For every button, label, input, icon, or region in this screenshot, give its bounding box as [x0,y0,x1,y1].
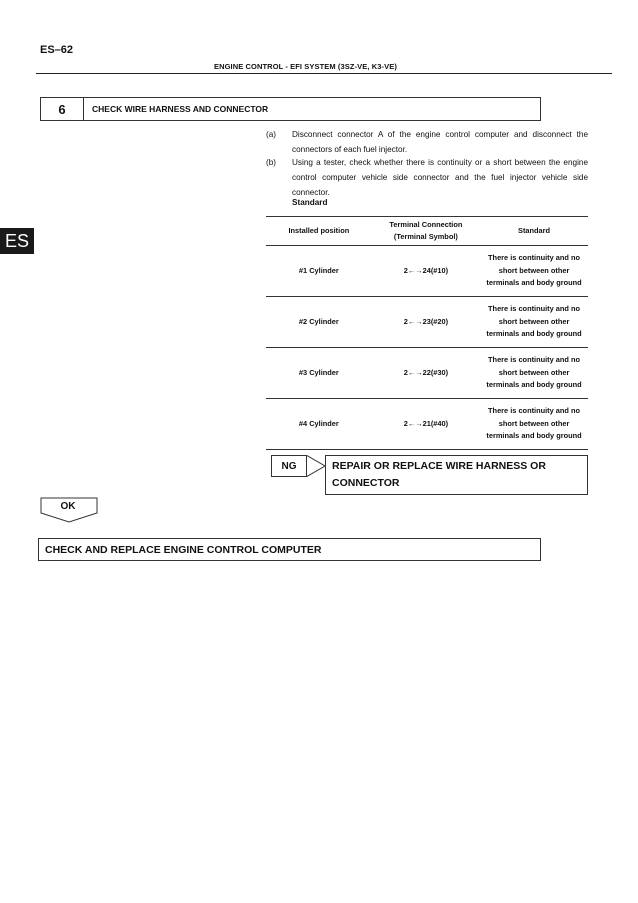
ng-arrow-icon [307,455,327,477]
column-header-standard: Standard [480,217,588,246]
cell-position: #2 Cylinder [266,297,372,348]
table-row [266,246,588,297]
cell-standard: There is continuity and no short between other terminals and body ground [480,297,588,348]
step-title: CHECK WIRE HARNESS AND CONNECTOR [92,104,269,114]
cell-terminal: 2←→24(#10) [372,246,480,297]
ok-result-label: OK [60,501,76,512]
cell-position: #1 Cylinder [266,246,372,297]
ok-action-box: CHECK AND REPLACE ENGINE CONTROL COMPUTER [38,538,541,561]
cell-standard: There is continuity and no short between other terminals and body ground [480,348,588,399]
cell-terminal: 2←→23(#20) [372,297,480,348]
column-header-terminal: Terminal Connection (Terminal Symbol) [372,217,480,246]
cell-position: #4 Cylinder [266,399,372,450]
page-header-title: ENGINE CONTROL - EFI SYSTEM (3SZ-VE, K3-VE) [214,62,397,71]
step-header [40,97,541,121]
section-tab-es: ES [0,228,34,254]
ng-action-box: REPAIR OR REPLACE WIRE HARNESS OR CONNECTOR [325,455,588,495]
standard-table [266,216,588,450]
cell-terminal: 2←→22(#30) [372,348,480,399]
instruction-a [266,127,588,157]
cell-standard: There is continuity and no short between other terminals and body ground [480,399,588,450]
instruction-label: (b) [266,158,277,167]
step-number: 6 [41,98,84,120]
instruction-b [266,155,588,200]
column-header-position: Installed position [266,217,372,246]
cell-position: #3 Cylinder [266,348,372,399]
instruction-text: Using a tester, check whether there is continuity or a short between the engine control computer vehicle side connector and the fuel injector vehicle side connector. [292,158,588,197]
cell-standard: There is continuity and no short between other terminals and body ground [480,246,588,297]
page-id: ES–62 [40,44,74,56]
header-divider [36,73,612,74]
instruction-label: (a) [266,130,277,139]
standard-label: Standard [292,198,328,207]
ng-result-tab: NG [271,455,307,477]
table-row [266,297,588,348]
table-row [266,348,588,399]
table-row [266,399,588,450]
cell-terminal: 2←→21(#40) [372,399,480,450]
instruction-text: Disconnect connector A of the engine control computer and disconnect the connectors of each fuel injector. [292,130,588,154]
table-header-row [266,217,588,246]
